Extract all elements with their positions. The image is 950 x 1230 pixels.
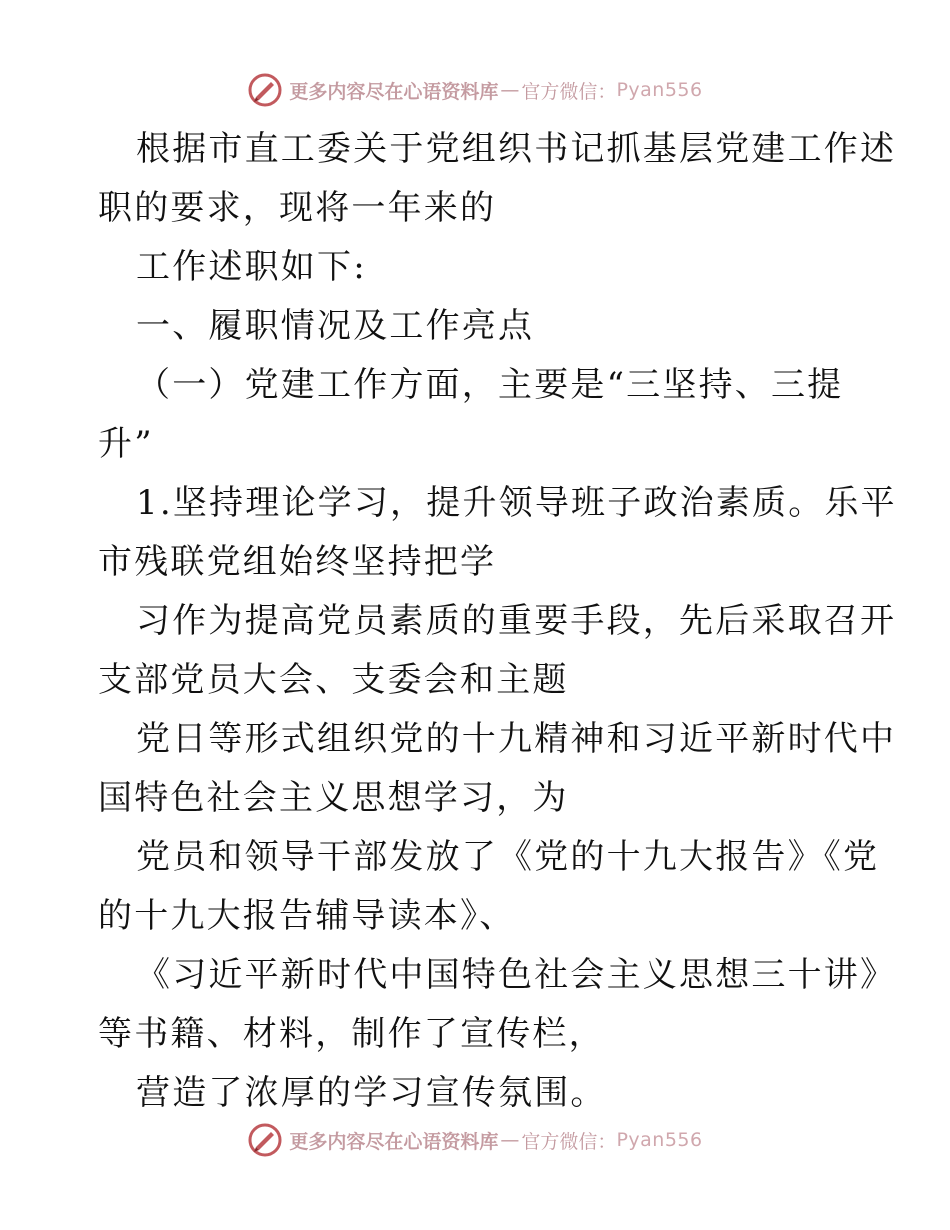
subsection-heading: 升” bbox=[98, 424, 154, 464]
paragraph-line: 等书籍、材料，制作了宣传栏， bbox=[98, 1014, 605, 1054]
paragraph-line: 习作为提高党员素质的重要手段，先后采取召开 bbox=[136, 601, 897, 641]
banner-wechat-id: Pyan556 bbox=[616, 79, 703, 101]
pen-logo-icon bbox=[247, 1122, 283, 1158]
paragraph-line: 的十九大报告辅导读本》、 bbox=[98, 896, 516, 936]
paragraph-line: 党员和领导干部发放了《党的十九大报告》《党 bbox=[136, 837, 880, 877]
paragraph-line: 工作述职如下: bbox=[136, 247, 367, 287]
subsection-heading: （一）党建工作方面，主要是“三坚持、三提 bbox=[136, 365, 844, 405]
banner-separator: — bbox=[500, 79, 520, 101]
paragraph-line: 市残联党组始终坚持把学 bbox=[98, 542, 497, 582]
paragraph-line: 党日等形式组织党的十九精神和习近平新时代中 bbox=[136, 719, 897, 759]
banner-wechat-id: Pyan556 bbox=[616, 1129, 703, 1151]
banner-contact-label: 官方微信： bbox=[521, 1130, 617, 1153]
banner-slogan: 更多内容尽在心语资料库 bbox=[289, 80, 499, 103]
document-body bbox=[98, 120, 897, 1123]
paragraph-line: 根据市直工委关于党组织书记抓基层党建工作述 bbox=[136, 129, 897, 169]
header-banner bbox=[0, 70, 950, 110]
paragraph-line: 1.坚持理论学习，提升领导班子政治素质。乐平 bbox=[136, 483, 897, 523]
footer-banner bbox=[0, 1120, 950, 1160]
banner-contact-label: 官方微信： bbox=[521, 80, 617, 103]
paragraph-line: 《习近平新时代中国特色社会主义思想三十讲》 bbox=[136, 955, 897, 995]
banner-slogan: 更多内容尽在心语资料库 bbox=[289, 1130, 499, 1153]
paragraph-line: 支部党员大会、支委会和主题 bbox=[98, 660, 569, 700]
paragraph-line: 职的要求，现将一年来的 bbox=[98, 188, 497, 228]
pen-logo-icon bbox=[247, 72, 283, 108]
section-heading: 一、履职情况及工作亮点 bbox=[136, 306, 535, 346]
paragraph-line: 国特色社会主义思想学习，为 bbox=[98, 778, 569, 818]
banner-separator: — bbox=[500, 1129, 520, 1151]
paragraph-line: 营造了浓厚的学习宣传氛围。 bbox=[136, 1073, 607, 1113]
